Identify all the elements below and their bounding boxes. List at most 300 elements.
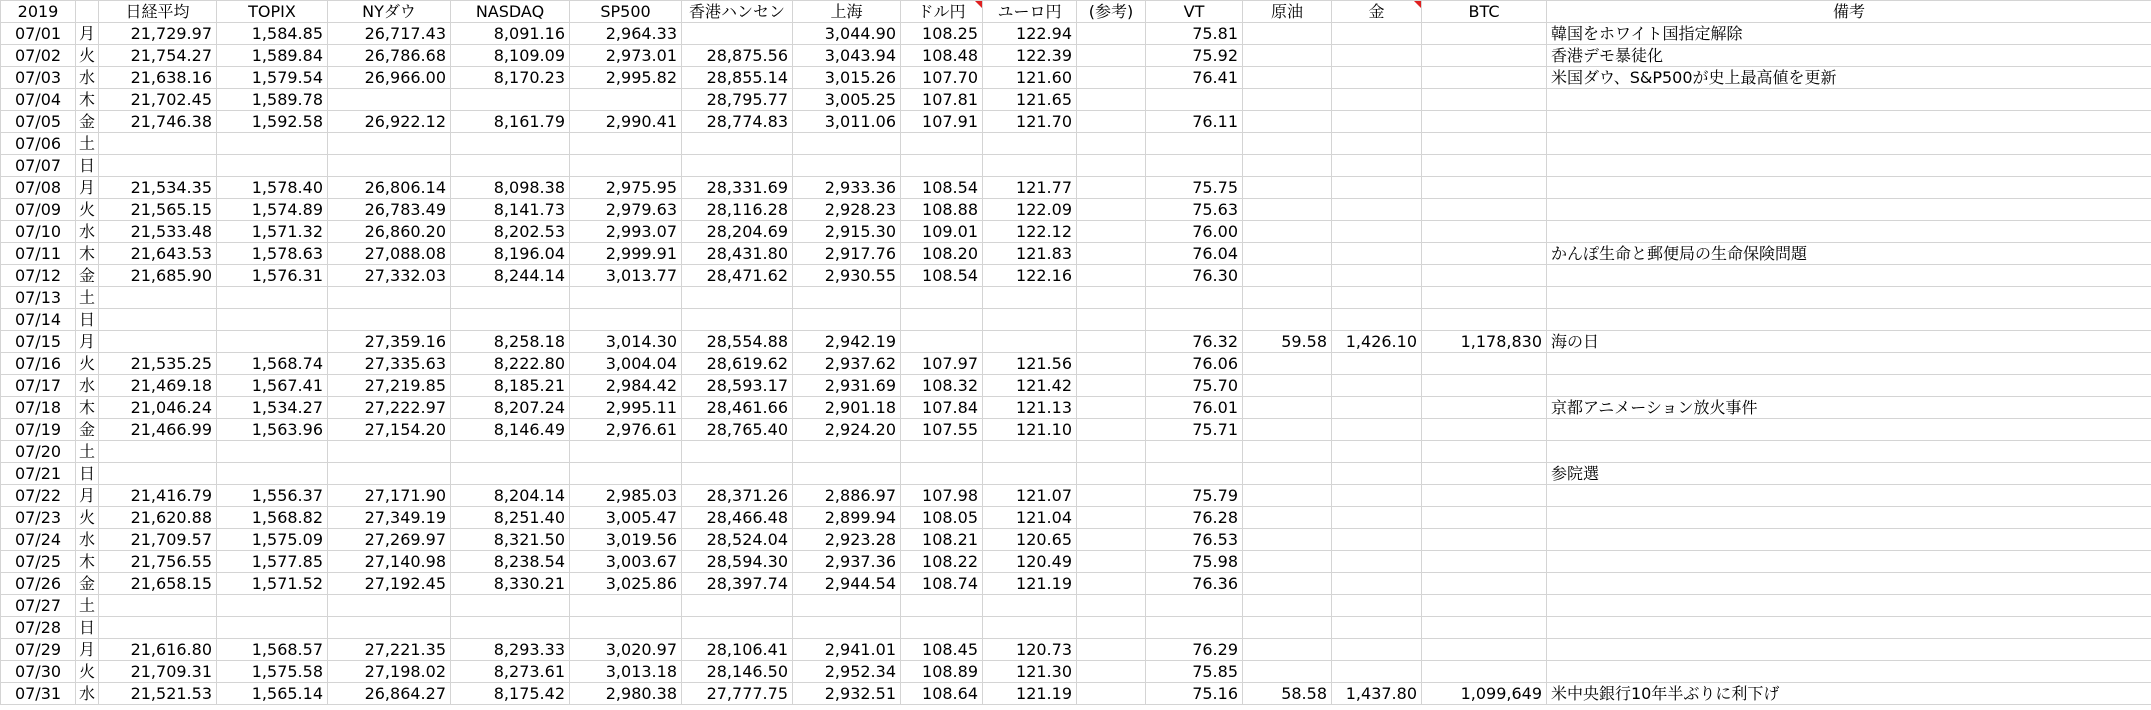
crude-oil-cell[interactable]	[1243, 309, 1332, 331]
btc-cell[interactable]	[1422, 353, 1547, 375]
nikkei-cell[interactable]: 21,620.88	[99, 507, 217, 529]
reference-cell[interactable]	[1077, 463, 1146, 485]
hang-seng-cell[interactable]	[682, 441, 793, 463]
reference-cell[interactable]	[1077, 67, 1146, 89]
weekday-cell[interactable]: 月	[76, 485, 99, 507]
date-cell[interactable]: 07/19	[1, 419, 76, 441]
nasdaq-cell[interactable]: 8,244.14	[451, 265, 570, 287]
weekday-cell[interactable]: 月	[76, 639, 99, 661]
crude-oil-cell[interactable]	[1243, 639, 1332, 661]
btc-cell[interactable]	[1422, 221, 1547, 243]
ny-dow-cell[interactable]: 27,221.35	[328, 639, 451, 661]
date-cell[interactable]: 07/06	[1, 133, 76, 155]
topix-cell[interactable]	[217, 595, 328, 617]
remarks-cell[interactable]	[1547, 177, 2151, 199]
crude-oil-cell[interactable]	[1243, 463, 1332, 485]
ny-dow-cell[interactable]: 26,966.00	[328, 67, 451, 89]
sp500-cell[interactable]: 2,984.42	[570, 375, 682, 397]
vt-cell[interactable]: 76.28	[1146, 507, 1243, 529]
remarks-cell[interactable]: 韓国をホワイト国指定解除	[1547, 23, 2151, 45]
eur-jpy-cell[interactable]	[983, 463, 1077, 485]
sp500-cell[interactable]: 3,013.18	[570, 661, 682, 683]
ny-dow-cell[interactable]	[328, 89, 451, 111]
reference-cell[interactable]	[1077, 111, 1146, 133]
usd-jpy-cell[interactable]	[901, 595, 983, 617]
nikkei-cell[interactable]	[99, 287, 217, 309]
ny-dow-cell[interactable]: 26,783.49	[328, 199, 451, 221]
nasdaq-cell[interactable]	[451, 287, 570, 309]
btc-cell[interactable]	[1422, 463, 1547, 485]
vt-cell[interactable]	[1146, 441, 1243, 463]
topix-cell[interactable]: 1,579.54	[217, 67, 328, 89]
gold-cell[interactable]	[1332, 661, 1422, 683]
ny-dow-cell[interactable]: 27,171.90	[328, 485, 451, 507]
sp500-cell[interactable]: 3,014.30	[570, 331, 682, 353]
eur-jpy-cell[interactable]: 120.49	[983, 551, 1077, 573]
sp500-cell[interactable]: 3,003.67	[570, 551, 682, 573]
remarks-cell[interactable]	[1547, 199, 2151, 221]
remarks-cell[interactable]	[1547, 529, 2151, 551]
shanghai-cell[interactable]: 2,952.34	[793, 661, 901, 683]
shanghai-cell[interactable]	[793, 133, 901, 155]
topix-cell[interactable]	[217, 133, 328, 155]
topix-cell[interactable]: 1,574.89	[217, 199, 328, 221]
reference-cell[interactable]	[1077, 331, 1146, 353]
nikkei-cell[interactable]	[99, 133, 217, 155]
vt-cell[interactable]	[1146, 287, 1243, 309]
hang-seng-cell[interactable]: 28,774.83	[682, 111, 793, 133]
nikkei-cell[interactable]: 21,702.45	[99, 89, 217, 111]
weekday-cell[interactable]: 金	[76, 573, 99, 595]
nikkei-cell[interactable]: 21,535.25	[99, 353, 217, 375]
sp500-cell[interactable]: 2,993.07	[570, 221, 682, 243]
ny-dow-cell[interactable]: 26,922.12	[328, 111, 451, 133]
remarks-cell[interactable]	[1547, 133, 2151, 155]
ny-dow-cell[interactable]: 27,349.19	[328, 507, 451, 529]
btc-cell[interactable]	[1422, 243, 1547, 265]
topix-cell[interactable]: 1,576.31	[217, 265, 328, 287]
hang-seng-cell[interactable]: 28,204.69	[682, 221, 793, 243]
sp500-cell[interactable]: 2,999.91	[570, 243, 682, 265]
date-cell[interactable]: 07/09	[1, 199, 76, 221]
ny-dow-cell[interactable]	[328, 287, 451, 309]
reference-cell[interactable]	[1077, 45, 1146, 67]
btc-cell[interactable]	[1422, 111, 1547, 133]
nasdaq-cell[interactable]: 8,204.14	[451, 485, 570, 507]
nikkei-cell[interactable]: 21,685.90	[99, 265, 217, 287]
eur-jpy-cell[interactable]	[983, 617, 1077, 639]
btc-cell[interactable]	[1422, 177, 1547, 199]
nikkei-cell[interactable]: 21,754.27	[99, 45, 217, 67]
weekday-cell[interactable]: 水	[76, 529, 99, 551]
crude-oil-cell[interactable]	[1243, 177, 1332, 199]
sp500-cell[interactable]	[570, 441, 682, 463]
shanghai-cell[interactable]: 2,923.28	[793, 529, 901, 551]
gold-cell[interactable]	[1332, 485, 1422, 507]
header-cell-hang-seng[interactable]: 香港ハンセン	[682, 1, 793, 23]
hang-seng-cell[interactable]: 28,466.48	[682, 507, 793, 529]
shanghai-cell[interactable]: 3,015.26	[793, 67, 901, 89]
vt-cell[interactable]	[1146, 133, 1243, 155]
gold-cell[interactable]	[1332, 617, 1422, 639]
header-cell-ny-dow[interactable]: NYダウ	[328, 1, 451, 23]
gold-cell[interactable]	[1332, 529, 1422, 551]
date-cell[interactable]: 07/07	[1, 155, 76, 177]
btc-cell[interactable]	[1422, 485, 1547, 507]
vt-cell[interactable]: 76.41	[1146, 67, 1243, 89]
sp500-cell[interactable]: 2,985.03	[570, 485, 682, 507]
usd-jpy-cell[interactable]: 107.97	[901, 353, 983, 375]
eur-jpy-cell[interactable]: 122.39	[983, 45, 1077, 67]
nasdaq-cell[interactable]: 8,202.53	[451, 221, 570, 243]
gold-cell[interactable]	[1332, 419, 1422, 441]
ny-dow-cell[interactable]	[328, 617, 451, 639]
nikkei-cell[interactable]: 21,729.97	[99, 23, 217, 45]
weekday-cell[interactable]: 木	[76, 397, 99, 419]
topix-cell[interactable]: 1,568.74	[217, 353, 328, 375]
date-cell[interactable]: 07/23	[1, 507, 76, 529]
shanghai-cell[interactable]	[793, 287, 901, 309]
reference-cell[interactable]	[1077, 529, 1146, 551]
hang-seng-cell[interactable]: 28,106.41	[682, 639, 793, 661]
shanghai-cell[interactable]	[793, 309, 901, 331]
eur-jpy-cell[interactable]: 121.42	[983, 375, 1077, 397]
shanghai-cell[interactable]: 3,011.06	[793, 111, 901, 133]
reference-cell[interactable]	[1077, 375, 1146, 397]
eur-jpy-cell[interactable]: 121.77	[983, 177, 1077, 199]
hang-seng-cell[interactable]: 28,397.74	[682, 573, 793, 595]
shanghai-cell[interactable]: 2,901.18	[793, 397, 901, 419]
sp500-cell[interactable]: 3,005.47	[570, 507, 682, 529]
gold-cell[interactable]	[1332, 551, 1422, 573]
crude-oil-cell[interactable]	[1243, 485, 1332, 507]
reference-cell[interactable]	[1077, 595, 1146, 617]
nasdaq-cell[interactable]: 8,273.61	[451, 661, 570, 683]
eur-jpy-cell[interactable]: 121.13	[983, 397, 1077, 419]
nasdaq-cell[interactable]: 8,251.40	[451, 507, 570, 529]
hang-seng-cell[interactable]: 28,461.66	[682, 397, 793, 419]
sp500-cell[interactable]: 2,964.33	[570, 23, 682, 45]
hang-seng-cell[interactable]: 28,331.69	[682, 177, 793, 199]
hang-seng-cell[interactable]: 28,431.80	[682, 243, 793, 265]
gold-cell[interactable]	[1332, 353, 1422, 375]
crude-oil-cell[interactable]	[1243, 661, 1332, 683]
weekday-cell[interactable]: 金	[76, 265, 99, 287]
shanghai-cell[interactable]: 2,941.01	[793, 639, 901, 661]
gold-cell[interactable]	[1332, 287, 1422, 309]
remarks-cell[interactable]	[1547, 595, 2151, 617]
gold-cell[interactable]	[1332, 265, 1422, 287]
usd-jpy-cell[interactable]: 108.64	[901, 683, 983, 705]
reference-cell[interactable]	[1077, 23, 1146, 45]
topix-cell[interactable]: 1,568.57	[217, 639, 328, 661]
hang-seng-cell[interactable]	[682, 155, 793, 177]
weekday-cell[interactable]: 日	[76, 309, 99, 331]
ny-dow-cell[interactable]: 27,335.63	[328, 353, 451, 375]
shanghai-cell[interactable]: 2,944.54	[793, 573, 901, 595]
eur-jpy-cell[interactable]: 121.60	[983, 67, 1077, 89]
sp500-cell[interactable]: 2,995.82	[570, 67, 682, 89]
gold-cell[interactable]	[1332, 573, 1422, 595]
remarks-cell[interactable]: 京都アニメーション放火事件	[1547, 397, 2151, 419]
shanghai-cell[interactable]	[793, 595, 901, 617]
shanghai-cell[interactable]: 2,928.23	[793, 199, 901, 221]
reference-cell[interactable]	[1077, 397, 1146, 419]
gold-cell[interactable]	[1332, 243, 1422, 265]
shanghai-cell[interactable]: 2,930.55	[793, 265, 901, 287]
remarks-cell[interactable]: 参院選	[1547, 463, 2151, 485]
btc-cell[interactable]	[1422, 617, 1547, 639]
remarks-cell[interactable]	[1547, 353, 2151, 375]
remarks-cell[interactable]: かんぽ生命と郵便局の生命保険問題	[1547, 243, 2151, 265]
eur-jpy-cell[interactable]	[983, 331, 1077, 353]
hang-seng-cell[interactable]: 28,371.26	[682, 485, 793, 507]
gold-cell[interactable]	[1332, 221, 1422, 243]
shanghai-cell[interactable]: 2,931.69	[793, 375, 901, 397]
weekday-cell[interactable]: 金	[76, 419, 99, 441]
crude-oil-cell[interactable]	[1243, 441, 1332, 463]
header-cell-gold[interactable]: 金	[1332, 1, 1422, 23]
crude-oil-cell[interactable]	[1243, 67, 1332, 89]
header-cell-weekday-col[interactable]	[76, 1, 99, 23]
weekday-cell[interactable]: 火	[76, 45, 99, 67]
eur-jpy-cell[interactable]: 121.10	[983, 419, 1077, 441]
nasdaq-cell[interactable]	[451, 309, 570, 331]
usd-jpy-cell[interactable]: 108.32	[901, 375, 983, 397]
weekday-cell[interactable]: 月	[76, 331, 99, 353]
nasdaq-cell[interactable]	[451, 617, 570, 639]
eur-jpy-cell[interactable]	[983, 133, 1077, 155]
crude-oil-cell[interactable]	[1243, 45, 1332, 67]
reference-cell[interactable]	[1077, 419, 1146, 441]
eur-jpy-cell[interactable]: 120.73	[983, 639, 1077, 661]
ny-dow-cell[interactable]	[328, 441, 451, 463]
nasdaq-cell[interactable]	[451, 463, 570, 485]
gold-cell[interactable]	[1332, 133, 1422, 155]
sp500-cell[interactable]: 2,979.63	[570, 199, 682, 221]
nasdaq-cell[interactable]: 8,146.49	[451, 419, 570, 441]
gold-cell[interactable]	[1332, 639, 1422, 661]
hang-seng-cell[interactable]: 28,146.50	[682, 661, 793, 683]
crude-oil-cell[interactable]	[1243, 573, 1332, 595]
topix-cell[interactable]: 1,534.27	[217, 397, 328, 419]
crude-oil-cell[interactable]	[1243, 375, 1332, 397]
reference-cell[interactable]	[1077, 133, 1146, 155]
gold-cell[interactable]	[1332, 397, 1422, 419]
topix-cell[interactable]	[217, 617, 328, 639]
remarks-cell[interactable]	[1547, 617, 2151, 639]
header-cell-shanghai[interactable]: 上海	[793, 1, 901, 23]
eur-jpy-cell[interactable]: 121.70	[983, 111, 1077, 133]
nikkei-cell[interactable]	[99, 595, 217, 617]
reference-cell[interactable]	[1077, 221, 1146, 243]
crude-oil-cell[interactable]	[1243, 199, 1332, 221]
topix-cell[interactable]: 1,584.85	[217, 23, 328, 45]
vt-cell[interactable]: 75.75	[1146, 177, 1243, 199]
nikkei-cell[interactable]: 21,521.53	[99, 683, 217, 705]
nikkei-cell[interactable]: 21,534.35	[99, 177, 217, 199]
date-cell[interactable]: 07/21	[1, 463, 76, 485]
eur-jpy-cell[interactable]: 122.94	[983, 23, 1077, 45]
topix-cell[interactable]: 1,589.78	[217, 89, 328, 111]
sp500-cell[interactable]	[570, 155, 682, 177]
reference-cell[interactable]	[1077, 485, 1146, 507]
header-cell-vt[interactable]: VT	[1146, 1, 1243, 23]
weekday-cell[interactable]: 火	[76, 199, 99, 221]
hang-seng-cell[interactable]	[682, 617, 793, 639]
crude-oil-cell[interactable]	[1243, 111, 1332, 133]
gold-cell[interactable]	[1332, 199, 1422, 221]
vt-cell[interactable]: 75.71	[1146, 419, 1243, 441]
sp500-cell[interactable]	[570, 133, 682, 155]
btc-cell[interactable]	[1422, 551, 1547, 573]
usd-jpy-cell[interactable]	[901, 463, 983, 485]
header-cell-nasdaq[interactable]: NASDAQ	[451, 1, 570, 23]
nasdaq-cell[interactable]: 8,109.09	[451, 45, 570, 67]
remarks-cell[interactable]	[1547, 155, 2151, 177]
btc-cell[interactable]: 1,178,830	[1422, 331, 1547, 353]
usd-jpy-cell[interactable]: 108.88	[901, 199, 983, 221]
shanghai-cell[interactable]: 2,933.36	[793, 177, 901, 199]
nikkei-cell[interactable]	[99, 331, 217, 353]
eur-jpy-cell[interactable]: 122.09	[983, 199, 1077, 221]
eur-jpy-cell[interactable]: 120.65	[983, 529, 1077, 551]
crude-oil-cell[interactable]	[1243, 551, 1332, 573]
nasdaq-cell[interactable]: 8,238.54	[451, 551, 570, 573]
date-cell[interactable]: 07/22	[1, 485, 76, 507]
btc-cell[interactable]	[1422, 595, 1547, 617]
weekday-cell[interactable]: 水	[76, 683, 99, 705]
usd-jpy-cell[interactable]	[901, 287, 983, 309]
usd-jpy-cell[interactable]: 107.98	[901, 485, 983, 507]
date-cell[interactable]: 07/13	[1, 287, 76, 309]
gold-cell[interactable]	[1332, 309, 1422, 331]
usd-jpy-cell[interactable]: 108.89	[901, 661, 983, 683]
btc-cell[interactable]	[1422, 265, 1547, 287]
shanghai-cell[interactable]: 2,886.97	[793, 485, 901, 507]
reference-cell[interactable]	[1077, 639, 1146, 661]
reference-cell[interactable]	[1077, 309, 1146, 331]
sp500-cell[interactable]: 3,019.56	[570, 529, 682, 551]
crude-oil-cell[interactable]	[1243, 507, 1332, 529]
ny-dow-cell[interactable]: 26,806.14	[328, 177, 451, 199]
vt-cell[interactable]: 76.11	[1146, 111, 1243, 133]
reference-cell[interactable]	[1077, 287, 1146, 309]
header-cell-nikkei[interactable]: 日経平均	[99, 1, 217, 23]
usd-jpy-cell[interactable]: 108.54	[901, 177, 983, 199]
vt-cell[interactable]: 76.01	[1146, 397, 1243, 419]
nikkei-cell[interactable]	[99, 441, 217, 463]
date-cell[interactable]: 07/15	[1, 331, 76, 353]
date-cell[interactable]: 07/11	[1, 243, 76, 265]
hang-seng-cell[interactable]	[682, 23, 793, 45]
topix-cell[interactable]	[217, 155, 328, 177]
weekday-cell[interactable]: 木	[76, 551, 99, 573]
usd-jpy-cell[interactable]	[901, 155, 983, 177]
remarks-cell[interactable]	[1547, 309, 2151, 331]
crude-oil-cell[interactable]	[1243, 287, 1332, 309]
header-cell-reference[interactable]: (参考)	[1077, 1, 1146, 23]
hang-seng-cell[interactable]: 28,116.28	[682, 199, 793, 221]
usd-jpy-cell[interactable]	[901, 331, 983, 353]
nasdaq-cell[interactable]: 8,185.21	[451, 375, 570, 397]
remarks-cell[interactable]	[1547, 89, 2151, 111]
hang-seng-cell[interactable]	[682, 463, 793, 485]
nikkei-cell[interactable]	[99, 309, 217, 331]
date-cell[interactable]: 07/01	[1, 23, 76, 45]
weekday-cell[interactable]: 月	[76, 23, 99, 45]
weekday-cell[interactable]: 火	[76, 661, 99, 683]
nikkei-cell[interactable]: 21,709.57	[99, 529, 217, 551]
gold-cell[interactable]	[1332, 23, 1422, 45]
usd-jpy-cell[interactable]: 107.84	[901, 397, 983, 419]
nasdaq-cell[interactable]: 8,196.04	[451, 243, 570, 265]
reference-cell[interactable]	[1077, 683, 1146, 705]
btc-cell[interactable]	[1422, 397, 1547, 419]
ny-dow-cell[interactable]	[328, 155, 451, 177]
ny-dow-cell[interactable]	[328, 595, 451, 617]
vt-cell[interactable]: 75.63	[1146, 199, 1243, 221]
gold-cell[interactable]: 1,437.80	[1332, 683, 1422, 705]
usd-jpy-cell[interactable]: 108.48	[901, 45, 983, 67]
usd-jpy-cell[interactable]	[901, 133, 983, 155]
hang-seng-cell[interactable]	[682, 133, 793, 155]
vt-cell[interactable]: 76.06	[1146, 353, 1243, 375]
nasdaq-cell[interactable]	[451, 441, 570, 463]
ny-dow-cell[interactable]: 27,198.02	[328, 661, 451, 683]
topix-cell[interactable]: 1,575.09	[217, 529, 328, 551]
eur-jpy-cell[interactable]: 121.30	[983, 661, 1077, 683]
crude-oil-cell[interactable]	[1243, 243, 1332, 265]
nikkei-cell[interactable]: 21,533.48	[99, 221, 217, 243]
reference-cell[interactable]	[1077, 661, 1146, 683]
sp500-cell[interactable]: 2,973.01	[570, 45, 682, 67]
remarks-cell[interactable]	[1547, 111, 2151, 133]
ny-dow-cell[interactable]: 27,269.97	[328, 529, 451, 551]
nasdaq-cell[interactable]: 8,207.24	[451, 397, 570, 419]
remarks-cell[interactable]	[1547, 507, 2151, 529]
btc-cell[interactable]	[1422, 441, 1547, 463]
header-cell-eur-jpy[interactable]: ユーロ円	[983, 1, 1077, 23]
sp500-cell[interactable]	[570, 617, 682, 639]
weekday-cell[interactable]: 月	[76, 177, 99, 199]
weekday-cell[interactable]: 日	[76, 155, 99, 177]
date-cell[interactable]: 07/18	[1, 397, 76, 419]
vt-cell[interactable]: 75.81	[1146, 23, 1243, 45]
shanghai-cell[interactable]: 2,932.51	[793, 683, 901, 705]
ny-dow-cell[interactable]: 27,088.08	[328, 243, 451, 265]
reference-cell[interactable]	[1077, 353, 1146, 375]
hang-seng-cell[interactable]: 28,594.30	[682, 551, 793, 573]
gold-cell[interactable]	[1332, 89, 1422, 111]
hang-seng-cell[interactable]: 28,619.62	[682, 353, 793, 375]
nasdaq-cell[interactable]	[451, 133, 570, 155]
usd-jpy-cell[interactable]: 109.01	[901, 221, 983, 243]
date-cell[interactable]: 07/25	[1, 551, 76, 573]
crude-oil-cell[interactable]	[1243, 155, 1332, 177]
hang-seng-cell[interactable]: 28,554.88	[682, 331, 793, 353]
hang-seng-cell[interactable]: 28,875.56	[682, 45, 793, 67]
btc-cell[interactable]	[1422, 45, 1547, 67]
crude-oil-cell[interactable]	[1243, 617, 1332, 639]
gold-cell[interactable]	[1332, 463, 1422, 485]
vt-cell[interactable]	[1146, 155, 1243, 177]
ny-dow-cell[interactable]: 27,140.98	[328, 551, 451, 573]
date-cell[interactable]: 07/20	[1, 441, 76, 463]
sp500-cell[interactable]: 2,995.11	[570, 397, 682, 419]
vt-cell[interactable]: 76.04	[1146, 243, 1243, 265]
eur-jpy-cell[interactable]: 121.56	[983, 353, 1077, 375]
